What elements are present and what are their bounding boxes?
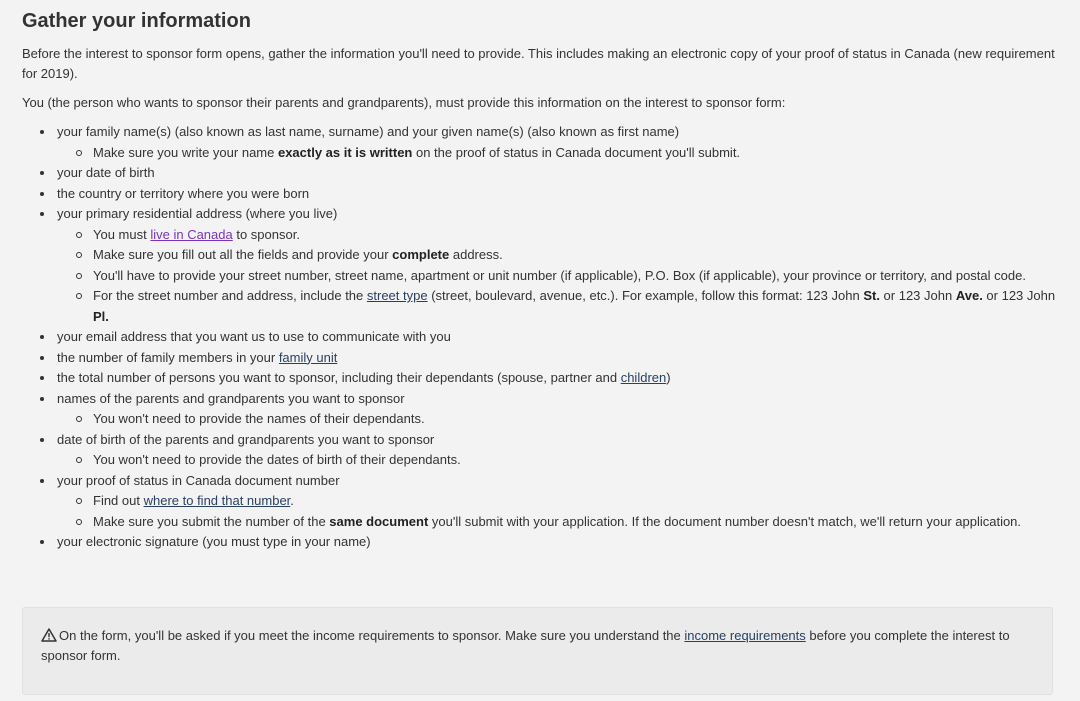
sublist-item: Find out where to find that number. [75, 491, 1058, 512]
list-item-parent-names: names of the parents and grandparents you want to sponsor You won't need to provide the names of their dependants. [38, 389, 1058, 430]
list-item-email: your email address that you want us to use to communicate with you [38, 327, 1058, 348]
requirements-paragraph: You (the person who wants to sponsor their parents and grandparents), must provide this information on the interest to sponsor form: [22, 95, 786, 110]
income-notice-box: On the form, you'll be asked if you meet the income requirements to sponsor. Make sure you understand the income requirements before you complete the interest to sponsor form. [22, 607, 1053, 695]
sublist-item: Make sure you write your name exactly as it is written on the proof of status in Canada document you'll submit. [75, 143, 1058, 164]
intro-paragraph: Before the interest to sponsor form opens, gather the information you'll need to provide. This includes making an electronic copy of your proof of status in Canada (new requirement for 2019). [22, 46, 1055, 81]
sublist-item: For the street number and address, include the street type (street, boulevard, avenue, etc.). For example, follow this format: 123 John St. or 123 John Ave. or 123 John Pl. [75, 286, 1058, 327]
list-item-proof-of-status: your proof of status in Canada document number Find out where to find that number. Make sure you submit the number of the same document you'll submit with your application. If the document number doesn't match, we'll return your application. [38, 471, 1058, 533]
emphasis-text: complete [392, 247, 450, 262]
sublist-names [57, 409, 1058, 430]
list-item-signature: your electronic signature (you must type in your name) [38, 532, 1058, 553]
sublist-item: You'll have to provide your street number, street name, apartment or unit number (if applicable), P.O. Box (if applicable), your province or territory, and postal code. [75, 266, 1058, 287]
warning-triangle-icon [41, 628, 57, 642]
sublist-address [57, 225, 1058, 328]
list-item-parent-dobs: date of birth of the parents and grandparents you want to sponsor You won't need to provide the dates of birth of their dependants. [38, 430, 1058, 471]
sublist-name [57, 143, 1058, 164]
list-item-dob: your date of birth [38, 163, 1058, 184]
sublist-item: You must live in Canada to sponsor. [75, 225, 1058, 246]
page-title: Gather your information [22, 10, 251, 32]
sublist-dobs [57, 450, 1058, 471]
sublist-item: Make sure you submit the number of the same document you'll submit with your application. If the document number doesn't match, we'll return your application. [75, 512, 1058, 533]
sublist-item: You won't need to provide the names of their dependants. [75, 409, 1058, 430]
list-item-country: the country or territory where you were born [38, 184, 1058, 205]
children-link[interactable]: children [620, 370, 667, 385]
sublist-item: Make sure you fill out all the fields and provide your complete address. [75, 245, 1058, 266]
family-unit-link[interactable]: family unit [278, 349, 338, 365]
live-in-canada-link[interactable]: live in Canada [150, 226, 233, 242]
street-type-link[interactable]: street type [366, 288, 428, 303]
list-item-family-unit: the number of family members in your family unit [38, 348, 1058, 369]
list-item-name: your family name(s) (also known as last name, surname) and your given name(s) (also known as first name) Make sure you write your name exactly as it is written on the proof of status in Canada document you'll submit. [38, 122, 1058, 163]
where-to-find-number-link[interactable]: where to find that number [143, 493, 291, 508]
income-requirements-link[interactable]: income requirements [684, 628, 806, 643]
emphasis-text: exactly as it is written [277, 144, 413, 160]
sublist-item: You won't need to provide the dates of birth of their dependants. [75, 450, 1058, 471]
list-item-total-persons: the total number of persons you want to sponsor, including their dependants (spouse, partner and children) [38, 368, 1058, 389]
list-item-address: your primary residential address (where you live) You must live in Canada to sponsor. Make sure you fill out all the fields and provide your complete address. You'll have to provide your street number, street name, apartment or unit number (if applicable), P.O. Box (if applicable), your province or territory, and postal code. For the street number and address, include the street type (street, boulevard, avenue, etc.). For example, follow this format: 123 John St. or 123 John Ave. or 123 John Pl. [38, 204, 1058, 327]
sublist-proof [57, 491, 1058, 532]
emphasis-text: same document [329, 513, 429, 529]
information-list [22, 122, 1058, 553]
notice-text: On the form, you'll be asked if you meet the income requirements to sponsor. Make sure you understand the [59, 628, 685, 643]
